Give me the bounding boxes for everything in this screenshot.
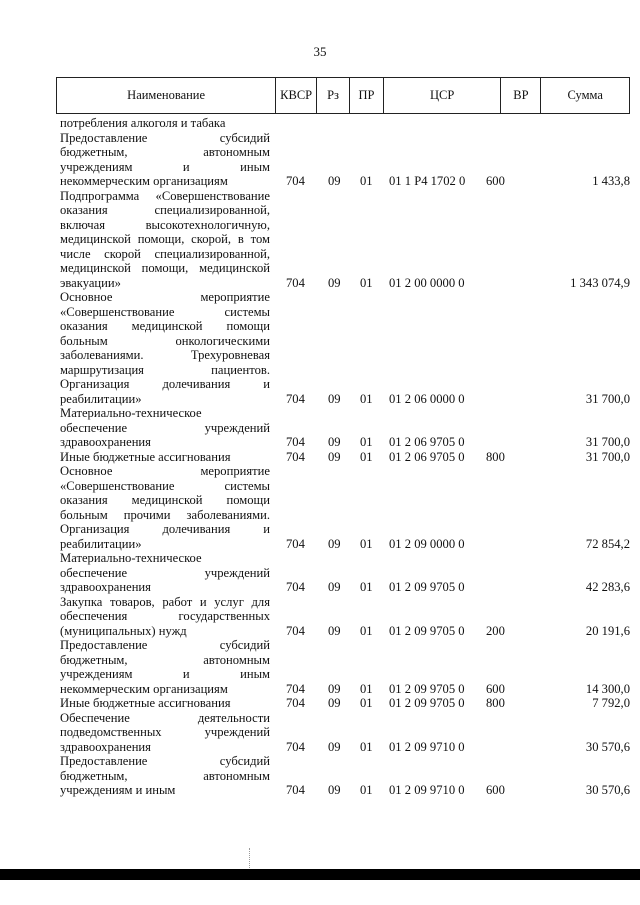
cell-pr: 01 xyxy=(360,783,373,797)
row-name xyxy=(60,464,270,551)
cell-kvsr: 704 xyxy=(286,435,305,449)
cell-csr: 01 2 06 0000 0 xyxy=(389,391,465,406)
row-name-line: Подпрограмма «Совершенствование xyxy=(60,188,270,203)
table-row xyxy=(60,406,630,450)
cell-pr: 01 xyxy=(360,623,373,638)
scan-bottom-border xyxy=(0,869,640,880)
cell-kvsr: 704 xyxy=(286,391,305,406)
row-name-line: заболеваниями. Трехуровневая xyxy=(60,348,270,362)
row-name-line: учреждениям и иным xyxy=(60,667,270,681)
cell-sum: 14 300,0 xyxy=(585,681,630,696)
row-name-line: обеспечение учреждений xyxy=(60,420,270,435)
row-name-line: обеспечение учреждений xyxy=(60,565,270,580)
cell-rz: 09 xyxy=(328,449,341,464)
row-name xyxy=(60,116,270,131)
cell-sum: 31 700,0 xyxy=(585,435,630,449)
cell-vr: 600 xyxy=(486,174,505,188)
row-name-line: Обеспечение деятельности xyxy=(60,710,270,725)
row-name-line: бюджетным, автономным xyxy=(60,145,270,159)
cell-pr: 01 xyxy=(360,174,373,188)
row-name-line: потребления алкоголя и табака xyxy=(60,116,226,130)
cell-pr: 01 xyxy=(360,435,373,449)
cell-kvsr: 704 xyxy=(286,580,305,594)
table-row xyxy=(60,638,630,696)
cell-csr: 01 2 09 9705 0 xyxy=(389,623,465,638)
row-name xyxy=(60,754,270,798)
cell-vr: 800 xyxy=(486,449,505,464)
row-name-line: здравоохранения xyxy=(60,435,151,449)
cell-sum: 31 700,0 xyxy=(585,449,630,464)
cell-vr: 200 xyxy=(486,623,505,638)
row-name-line: оказания специализированной, xyxy=(60,203,270,217)
cell-csr: 01 2 09 9705 0 xyxy=(389,580,465,594)
header-csr: ЦСР xyxy=(384,78,502,113)
row-name xyxy=(60,450,270,465)
row-name-line: здравоохранения xyxy=(60,739,151,754)
row-name-line: некоммерческим организациям xyxy=(60,174,228,188)
header-name: Наименование xyxy=(57,78,276,113)
cell-sum: 31 700,0 xyxy=(585,391,630,406)
cell-kvsr: 704 xyxy=(286,783,305,797)
row-name xyxy=(60,551,270,595)
cell-pr: 01 xyxy=(360,681,373,696)
cell-rz: 09 xyxy=(328,739,341,754)
row-name-line: Иные бюджетные ассигнования xyxy=(60,696,231,710)
cell-rz: 09 xyxy=(328,536,341,551)
cell-vr: 800 xyxy=(486,696,505,710)
row-name-line: включая высокотехнологичную, xyxy=(60,217,270,232)
cell-rz: 09 xyxy=(328,681,341,696)
row-name-line: Организация долечивания и xyxy=(60,377,270,391)
header-vr: ВР xyxy=(501,78,541,113)
row-name-line: «Совершенствование системы xyxy=(60,304,270,319)
row-name xyxy=(60,290,270,406)
cell-rz: 09 xyxy=(328,435,341,449)
header-kvsr: КВСР xyxy=(276,78,317,113)
cell-pr: 01 xyxy=(360,580,373,594)
table-header xyxy=(56,77,630,114)
table-row xyxy=(60,696,630,711)
cell-pr: 01 xyxy=(360,391,373,406)
cell-kvsr: 704 xyxy=(286,449,305,464)
cell-kvsr: 704 xyxy=(286,696,305,710)
row-name-line: медицинской помощи, медицинской xyxy=(60,261,270,275)
cell-rz: 09 xyxy=(328,580,341,594)
cell-rz: 09 xyxy=(328,623,341,638)
table-row xyxy=(60,595,630,639)
cell-vr: 600 xyxy=(486,783,505,797)
row-name-line: больным онкологическими xyxy=(60,333,270,348)
cell-kvsr: 704 xyxy=(286,536,305,551)
row-name-line: медицинской помощи, скорой, в том xyxy=(60,232,270,246)
row-name xyxy=(60,638,270,696)
row-name-line: подведомственных учреждений xyxy=(60,725,270,739)
cell-sum: 1 343 074,9 xyxy=(570,275,630,290)
table-row xyxy=(60,754,630,798)
row-name-line: (муниципальных) нужд xyxy=(60,623,187,638)
scan-artifact xyxy=(249,848,252,868)
row-name-line: бюджетным, автономным xyxy=(60,768,270,783)
row-name xyxy=(60,696,270,711)
row-name xyxy=(60,189,270,291)
table-row xyxy=(60,551,630,595)
row-name-line: оказания медицинской помощи xyxy=(60,319,270,333)
cell-sum: 20 191,6 xyxy=(585,623,630,638)
cell-sum: 42 283,6 xyxy=(585,580,630,594)
row-name-line: здравоохранения xyxy=(60,580,151,594)
cell-pr: 01 xyxy=(360,696,373,710)
header-pr: ПР xyxy=(350,78,384,113)
cell-kvsr: 704 xyxy=(286,739,305,754)
row-name-line: маршрутизация пациентов. xyxy=(60,362,270,377)
page-number: 35 xyxy=(313,44,327,59)
cell-sum: 30 570,6 xyxy=(585,739,630,754)
row-name-line: Предоставление субсидий xyxy=(60,130,270,145)
cell-rz: 09 xyxy=(328,391,341,406)
row-name-line: обеспечения государственных xyxy=(60,609,270,623)
cell-csr: 01 2 06 9705 0 xyxy=(389,449,465,464)
row-name xyxy=(60,131,270,189)
table-row xyxy=(60,116,630,131)
row-name-line: «Совершенствование системы xyxy=(60,478,270,493)
cell-csr: 01 2 00 0000 0 xyxy=(389,275,465,290)
header-sum: Сумма xyxy=(567,88,603,102)
row-name xyxy=(60,595,270,639)
table-body xyxy=(60,116,630,798)
cell-rz: 09 xyxy=(328,696,341,710)
row-name-line: Предоставление субсидий xyxy=(60,638,270,652)
cell-kvsr: 704 xyxy=(286,275,305,290)
row-name xyxy=(60,711,270,755)
row-name-line: Материально-техническое xyxy=(60,551,202,565)
table-row xyxy=(60,711,630,755)
row-name-line: учреждениям и иным xyxy=(60,783,176,797)
cell-sum: 72 854,2 xyxy=(585,536,630,551)
row-name-line: больным прочими заболеваниями. xyxy=(60,507,270,522)
cell-csr: 01 2 06 9705 0 xyxy=(389,435,465,449)
cell-sum: 30 570,6 xyxy=(585,783,630,797)
row-name-line: числе скорой специализированной, xyxy=(60,246,270,261)
cell-csr: 01 2 09 0000 0 xyxy=(389,536,465,551)
cell-pr: 01 xyxy=(360,449,373,464)
row-name-line: эвакуации» xyxy=(60,275,121,290)
cell-csr: 01 1 Р4 1702 0 xyxy=(389,174,466,188)
row-name-line: реабилитации» xyxy=(60,536,142,551)
row-name-line: Предоставление субсидий xyxy=(60,754,270,768)
table-row xyxy=(60,131,630,189)
cell-csr: 01 2 09 9710 0 xyxy=(389,783,465,797)
cell-pr: 01 xyxy=(360,739,373,754)
cell-rz: 09 xyxy=(328,275,341,290)
row-name-line: бюджетным, автономным xyxy=(60,652,270,667)
cell-sum: 7 792,0 xyxy=(592,696,630,710)
row-name-line: оказания медицинской помощи xyxy=(60,493,270,507)
cell-rz: 09 xyxy=(328,174,341,188)
row-name-line: учреждениям и иным xyxy=(60,159,270,174)
row-name-line: Основное мероприятие xyxy=(60,464,270,478)
cell-kvsr: 704 xyxy=(286,623,305,638)
cell-pr: 01 xyxy=(360,536,373,551)
table-row xyxy=(60,464,630,551)
row-name-line: Материально-техническое xyxy=(60,406,202,420)
table-row xyxy=(60,189,630,291)
table-row xyxy=(60,290,630,406)
row-name-line: Закупка товаров, работ и услуг для xyxy=(60,594,270,609)
cell-sum: 1 433,8 xyxy=(592,174,630,188)
row-name-line: реабилитации» xyxy=(60,391,142,406)
cell-csr: 01 2 09 9705 0 xyxy=(389,696,465,710)
cell-csr: 01 2 09 9710 0 xyxy=(389,739,465,754)
cell-kvsr: 704 xyxy=(286,681,305,696)
table-row xyxy=(60,450,630,465)
cell-vr: 600 xyxy=(486,681,505,696)
cell-kvsr: 704 xyxy=(286,174,305,188)
cell-pr: 01 xyxy=(360,275,373,290)
header-rz: Рз xyxy=(317,78,350,113)
row-name-line: Организация долечивания и xyxy=(60,522,270,536)
row-name xyxy=(60,406,270,450)
row-name-line: Основное мероприятие xyxy=(60,290,270,304)
row-name-line: некоммерческим организациям xyxy=(60,681,228,696)
row-name-line: Иные бюджетные ассигнования xyxy=(60,449,231,464)
cell-csr: 01 2 09 9705 0 xyxy=(389,681,465,696)
cell-rz: 09 xyxy=(328,783,341,797)
